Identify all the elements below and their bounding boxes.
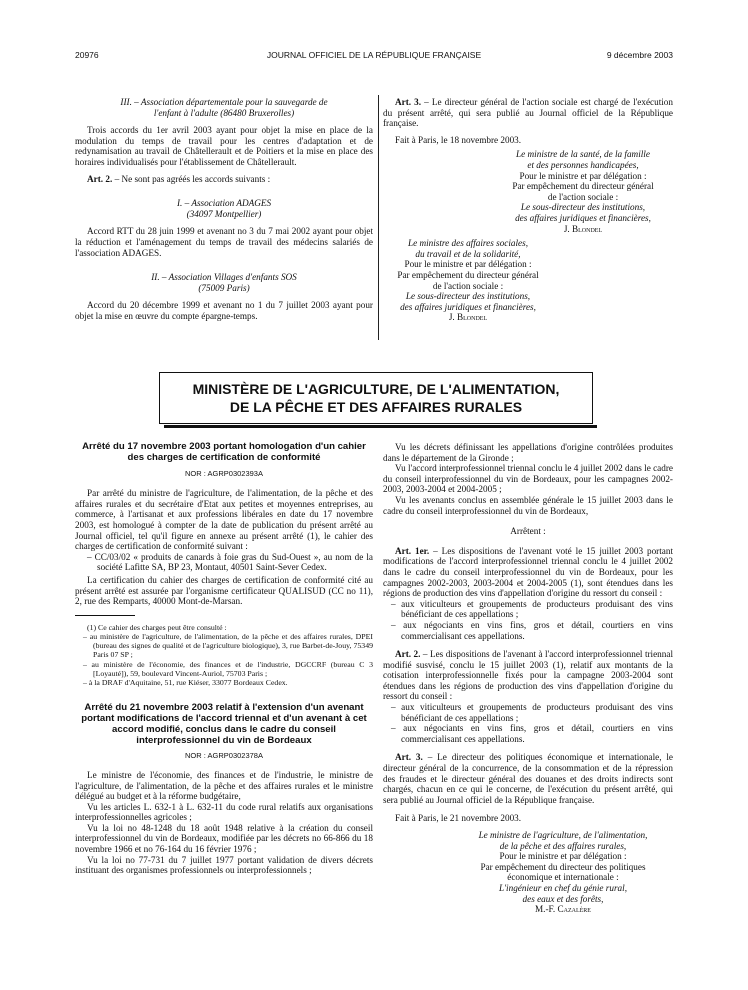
article-3b-label: Art. 3. xyxy=(395,752,423,763)
subsection-2-place: (75009 Paris) xyxy=(198,282,250,293)
signing-place-date-2: Fait à Paris, le 21 novembre 2003. xyxy=(395,813,522,824)
signature-block-1 xyxy=(493,149,673,234)
sig2-line: Le sous-directeur des institutions, xyxy=(405,291,531,302)
sig3-line: des eaux et des forêts, xyxy=(522,893,604,904)
article-2b-list xyxy=(391,702,673,744)
sig3-line: Pour le ministre et par délégation : xyxy=(499,851,627,862)
arrete-2-nor: NOR : AGRP0302378A xyxy=(185,751,263,761)
sig2-line: Le ministre des affaires sociales, xyxy=(407,238,529,249)
article-2-text: – Ne sont pas agréés les accords suivants : xyxy=(112,173,271,184)
footnote-item: – à la DRAF d'Aquitaine, 51, rue Kiéser, 33077 Bordeaux Cedex. xyxy=(83,677,288,687)
arrete-2-p3: Vu la loi no 48-1248 du 18 août 1948 relative à la création du conseil interprofessionnel du vin de Bordeaux, modifiée par les décrets no 66-866 du 18 novembre 1966 et no 76-164 du 16 février 1976 ; xyxy=(75,822,373,855)
sig2-line: des affaires juridiques et financières, xyxy=(400,301,536,312)
arrete-1-p1: Par arrêté du ministre de l'agriculture, de l'alimentation, de la pêche et des affaires rurales et du secrétaire d'Etat aux petites et moyennes entreprises, au commerce, à l'artisanat et aux professions libérales en date du 17 novembre 2003, est homologué à compter de la date de publication du présent arrêté au Journal officiel, tel qu'il figure en annexe au présent arrêté (1), le cahier des charges de certification de conformité suivant : xyxy=(75,488,373,552)
article-1-list xyxy=(391,599,673,641)
footnote-separator xyxy=(75,615,135,616)
subsection-1-text: Accord RTT du 28 juin 1999 et avenant no 3 du 7 mai 2002 ayant pour objet la réduction et l'aménagement du temps de travail des médecins salariés de l'association ADAGES. xyxy=(75,226,373,258)
sig1-line: Le sous-directeur des institutions, xyxy=(520,202,646,213)
section-3-title: III. – Association départementale pour la sauvegarde de l'enfant à l'adulte (86480 Bruxerolles) xyxy=(120,97,328,118)
journal-title: JOURNAL OFFICIEL DE LA RÉPUBLIQUE FRANÇAISE xyxy=(266,50,482,60)
sig3-line: de la pêche et des affaires rurales, xyxy=(499,840,627,851)
article-2b xyxy=(383,649,673,702)
article-1-item: – aux négociants en vins fins, gros et détail, courtiers en vins commercialisant ces appellations. xyxy=(391,619,673,641)
arrete-1-item: – CC/03/02 « produits de canards à foie gras du Sud-Ouest », au nom de la société Lafitte SA, BP 23, Montaut, 40501 Saint-Sever Cedex. xyxy=(87,551,373,573)
arretent-heading: Arrêtent : xyxy=(510,526,546,537)
arrete-1-p2: La certification du cahier des charges de certification de conformité cité au présent arrêté est assurée par l'organisme certificateur QUALISUD (CC no 11), 2, rue des Remparts, 40000 Mont-de-Marsan. xyxy=(75,574,373,607)
sig1-line: Pour le ministre et par délégation : xyxy=(519,170,647,181)
ministry-heading-line1: MINISTÈRE DE L'AGRICULTURE, DE L'ALIMENTATION, xyxy=(192,381,560,397)
visa-3: Vu les avenants conclus en assemblée générale le 15 juillet 2003 dans le cadre du conseil interprofessionnel du vin de Bordeaux, xyxy=(383,494,673,516)
signature-block-2 xyxy=(383,238,553,323)
top-left-column xyxy=(75,97,373,322)
column-divider xyxy=(378,95,379,340)
article-2b-item: – aux viticulteurs et groupements de producteurs produisant des vins bénéficiant de ces appellations ; xyxy=(391,702,673,723)
sig3-line: Le ministre de l'agriculture, de l'alimentation, xyxy=(478,830,648,840)
article-2-label: Art. 2. xyxy=(87,173,113,184)
article-3b xyxy=(383,752,673,805)
sig2-signatory: J. Blondel xyxy=(448,312,488,323)
subsection-1-title: I. – Association ADAGES xyxy=(176,198,272,209)
issue-date: 9 décembre 2003 xyxy=(606,50,673,60)
sig1-line: de l'action sociale : xyxy=(547,191,619,202)
sig3-line: L'ingénieur en chef du génie rural, xyxy=(498,882,627,893)
article-2b-label: Art. 2. xyxy=(395,649,421,660)
section-3-text: Trois accords du 1er avril 2003 ayant pour objet la mise en place de la modulation du temps de travail pour les centres d'adaptation et de redynamisation au travail de Châtellerault et de Poitiers et la mise en place des horaires individualisés pour l'établissement de Châtellerault. xyxy=(75,125,373,167)
sig2-line: Pour le ministre et par délégation : xyxy=(404,259,532,270)
arrete-1-nor: NOR : AGRP0302393A xyxy=(185,468,263,478)
sig1-line: et des personnes handicapées, xyxy=(527,159,639,170)
ministry-heading-line2: DE LA PÊCHE ET DES AFFAIRES RURALES xyxy=(229,399,523,415)
signature-block-3 xyxy=(453,830,673,915)
arrete-2-title: Arrêté du 21 novembre 2003 relatif à l'extension d'un avenant portant modifications de l'accord triennal et d'un avenant à cet accord modifié, conclus dans le cadre du conseil interprofessionnel du vin de Bordeaux xyxy=(81,702,367,746)
article-3b-text: – Le directeur des politiques économique et internationale, le directeur général de la concurrence, de la consommation et de la répression des fraudes et le directeur général des douanes et des droits indirects sont chargés, chacun en ce qui le concerne, de l'exécution du présent arrêté, qui sera publié au Journal officiel de la République française. xyxy=(383,752,673,805)
sig3-line: Par empêchement du directeur des politiques xyxy=(480,861,646,872)
bottom-right-column xyxy=(383,442,673,915)
arrete-1-footnote xyxy=(75,623,373,687)
visa-2: Vu l'accord interprofessionnel triennal conclu le 4 juillet 2002 dans le cadre du conseil interprofessionnel du vin de Bordeaux, pour les campagnes 2002-2003, 2003-2004 et 2004-2005 ; xyxy=(383,463,673,495)
sig1-line: Par empêchement du directeur général xyxy=(512,181,654,192)
top-right-column xyxy=(383,97,673,323)
article-3-text: – Le directeur général de l'action sociale est chargé de l'exécution du présent arrêté, qui sera publié au Journal officiel de la République française. xyxy=(383,97,673,129)
article-1-item: – aux viticulteurs et groupements de producteurs produisant des vins bénéficiant de ces appellations ; xyxy=(391,598,673,620)
footnote-item: – au ministère de l'économie, des finances et de l'industrie, DGCCRF (bureau C 3 [Loyauté]), 59, boulevard Vincent-Auriol, 75703 Paris ; xyxy=(83,659,373,678)
bottom-left-column xyxy=(75,442,373,876)
article-1 xyxy=(383,546,673,599)
article-1-text: – Les dispositions de l'avenant voté le 15 juillet 2003 portant modifications de l'accord interprofessionnel triennal conclu le 4 juillet 2002 dans le cadre du conseil interprofessionnel du vin de Bordeaux, pour les campagnes 2002-2003, 2003-2004 et 2004-2005 (1), sont étendues dans les régions de production des vins d'appellation d'origine du ressort du conseil : xyxy=(383,545,673,599)
article-2b-item: – aux négociants en vins fins, gros et détail, courtiers en vins commercialisant ces appellations. xyxy=(391,723,673,744)
signing-place-date: Fait à Paris, le 18 novembre 2003. xyxy=(395,134,522,145)
sig2-line: du travail et de la solidarité, xyxy=(415,248,521,259)
sig2-line: Par empêchement du directeur général xyxy=(397,269,539,280)
sig1-signatory: J. Blondel xyxy=(563,223,603,234)
arrete-2-p1: Le ministre de l'économie, des finances et de l'industrie, le ministre de l'agriculture, de l'alimentation, de la pêche et des affaires rurales et le ministre délégué au budget et à la réforme budgétaire, xyxy=(75,769,373,802)
subsection-2-text: Accord du 20 décembre 1999 et avenant no 1 du 7 juillet 2003 ayant pour objet la mise en œuvre du compte épargne-temps. xyxy=(75,300,373,321)
article-2 xyxy=(75,174,373,185)
ministry-heading-box xyxy=(159,372,593,424)
sig2-line: de l'action sociale : xyxy=(432,280,504,291)
arrete-1-list xyxy=(87,552,373,573)
visa-1: Vu les décrets définissant les appellations d'origine contrôlées produites dans le département de la Gironde ; xyxy=(383,442,673,463)
article-3 xyxy=(383,97,673,129)
subsection-2-title: II. – Association Villages d'enfants SOS xyxy=(151,272,297,283)
arrete-2-p2: Vu les articles L. 632-1 à L. 632-11 du code rural relatifs aux organisations interprofessionnelles agricoles ; xyxy=(75,801,373,823)
article-3-label: Art. 3. xyxy=(395,97,422,107)
article-2b-text: – Les dispositions de l'avenant à l'accord interprofessionnel triennal modifié susvisé, conclu le 15 juillet 2003 (1), relatif aux montants de la cotisation interprofessionnelle fixés pour la campagne 2003-2004 sont étendues dans les régions de production des vins d'appellation d'origine du ressort du conseil : xyxy=(383,649,674,702)
arrete-1-title: Arrêté du 17 novembre 2003 portant homologation d'un cahier des charges de certification de conformité xyxy=(82,441,366,463)
footnote-item: – au ministère de l'agriculture, de l'alimentation, de la pêche et des affaires rurales, DPEI (bureau des signes de qualité et de l'agriculture biologique), 3, rue Barbet-de-Jouy, 75349 Paris 07 SP ; xyxy=(83,631,373,660)
sig3-line: économique et internationale : xyxy=(507,872,619,883)
sig3-signatory: M.-F. Cazalère xyxy=(535,904,591,915)
sig1-line: des affaires juridiques et financières, xyxy=(515,212,651,223)
sig1-line: Le ministre de la santé, de la famille xyxy=(516,149,650,160)
subsection-1-place: (34097 Montpellier) xyxy=(186,208,262,219)
page-number: 20976 xyxy=(75,50,99,60)
article-1-label: Art. 1er. xyxy=(395,545,430,556)
footnote-intro: (1) Ce cahier des charges peut être consulté : xyxy=(87,622,227,632)
arrete-2-p4: Vu la loi no 77-731 du 7 juillet 1977 portant validation de divers décrets instituant des organismes professionnels ou interprofessionnels ; xyxy=(75,854,373,876)
